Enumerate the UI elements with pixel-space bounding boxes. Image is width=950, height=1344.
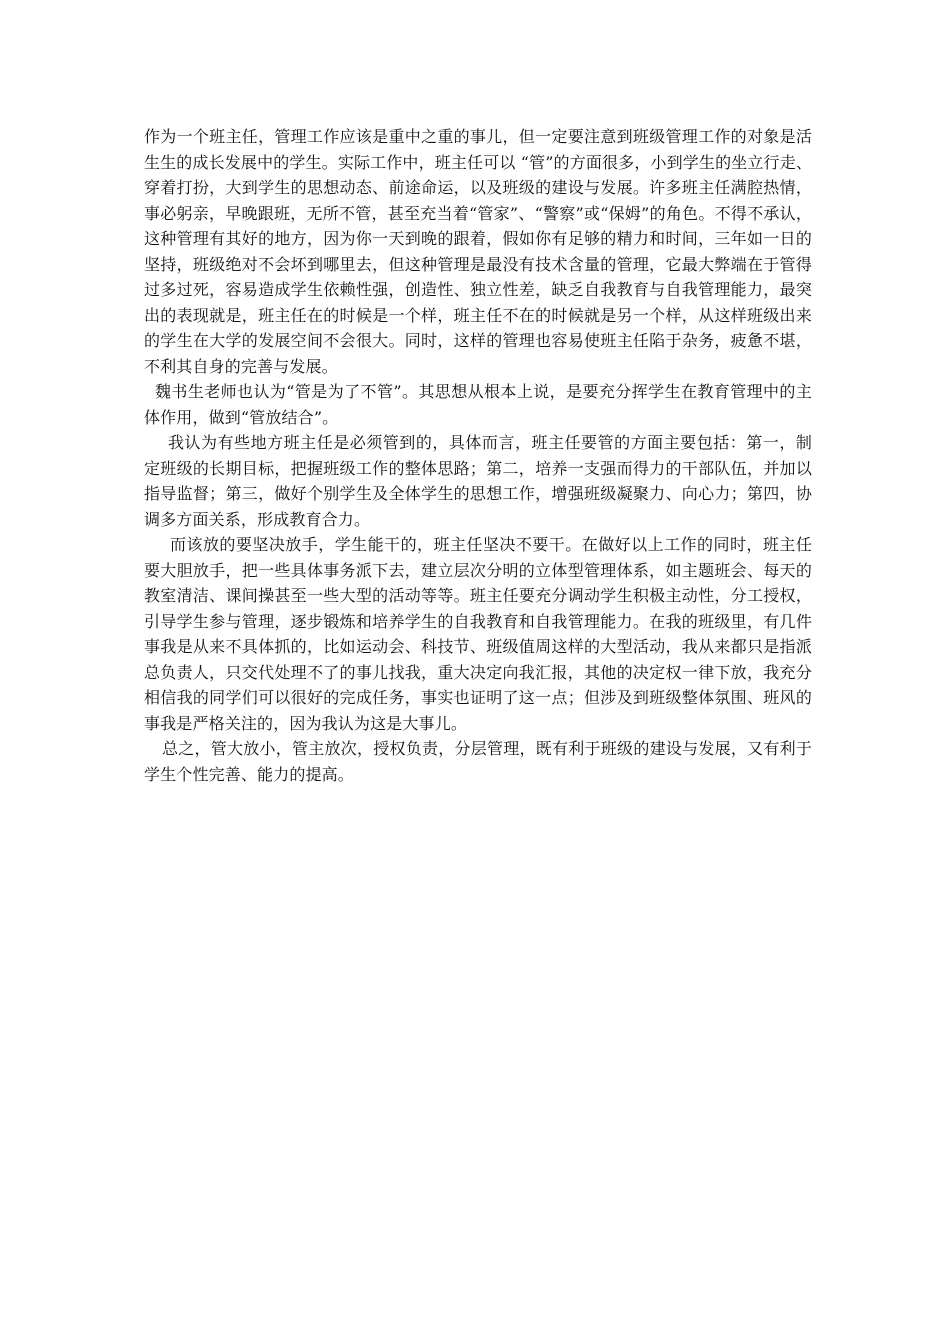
paragraph-1: 作为一个班主任，管理工作应该是重中之重的事儿，但一定要注意到班级管理工作的对象是活生生的成长发展中的学生。实际工作中，班主任可以 “管”的方面很多，小到学生的坐立行走、穿着打扮，大到学生的思想动态、前途命运，以及班级的建设与发展。许多班主任满腔热情，事必躬亲，早晚跟班，无所不管，甚至充当着“管家”、“警察”或“保姆”的角色。不得不承认，这种管理有其好的地方，因为你一天到晚的跟着，假如你有足够的精力和时间，三年如一日的坚持，班级绝对不会坏到哪里去，但这种管理是最没有技术含量的管理，它最大弊端在于管得过多过死，容易造成学生依赖性强，创造性、独立性差，缺乏自我教育与自我管理能力，最突出的表现就是，班主任在的时候是一个样，班主任不在的时候就是另一个样，从这样班级出来的学生在大学的发展空间不会很大。同时，这样的管理也容易使班主任陷于杂务，疲惫不堪，不利其自身的完善与发展。 xyxy=(144,127,812,376)
paragraph-2: 魏书生老师也认为“管是为了不管”。其思想从根本上说，是要充分挥学生在教育管理中的主体作用，做到“管放结合”。 xyxy=(144,382,812,427)
paragraph-4: 而该放的要坚决放手，学生能干的，班主任坚决不要干。在做好以上工作的同时，班主任要大胆放手，把一些具体事务派下去，建立层次分明的立体型管理体系，如主题班会、每天的教室清洁、课间操甚至一些大型的活动等等。班主任要充分调动学生积极主动性，分工授权，引导学生参与管理，逐步锻炼和培养学生的自我教育和自我管理能力。在我的班级里，有几件事我是从来不具体抓的，比如运动会、科技节、班级值周这样的大型活动，我从来都只是指派总负责人，只交代处理不了的事儿找我，重大决定向我汇报，其他的决定权一律下放，我充分相信我的同学们可以很好的完成任务，事实也证明了这一点；但涉及到班级整体氛围、班风的事我是严格关注的，因为我认为这是大事儿。 xyxy=(144,535,812,733)
paragraph-3: 我认为有些地方班主任是必须管到的，具体而言，班主任要管的方面主要包括：第一，制定班级的长期目标，把握班级工作的整体思路；第二，培养一支强而得力的干部队伍，并加以指导监督；第三，做好个别学生及全体学生的思想工作，增强班级凝聚力、向心力；第四，协调多方面关系，形成教育合力。 xyxy=(144,433,812,529)
document-body xyxy=(144,124,812,787)
paragraph-5: 总之，管大放小，管主放次，授权负责，分层管理，既有利于班级的建设与发展，又有利于学生个性完善、能力的提高。 xyxy=(144,739,812,784)
